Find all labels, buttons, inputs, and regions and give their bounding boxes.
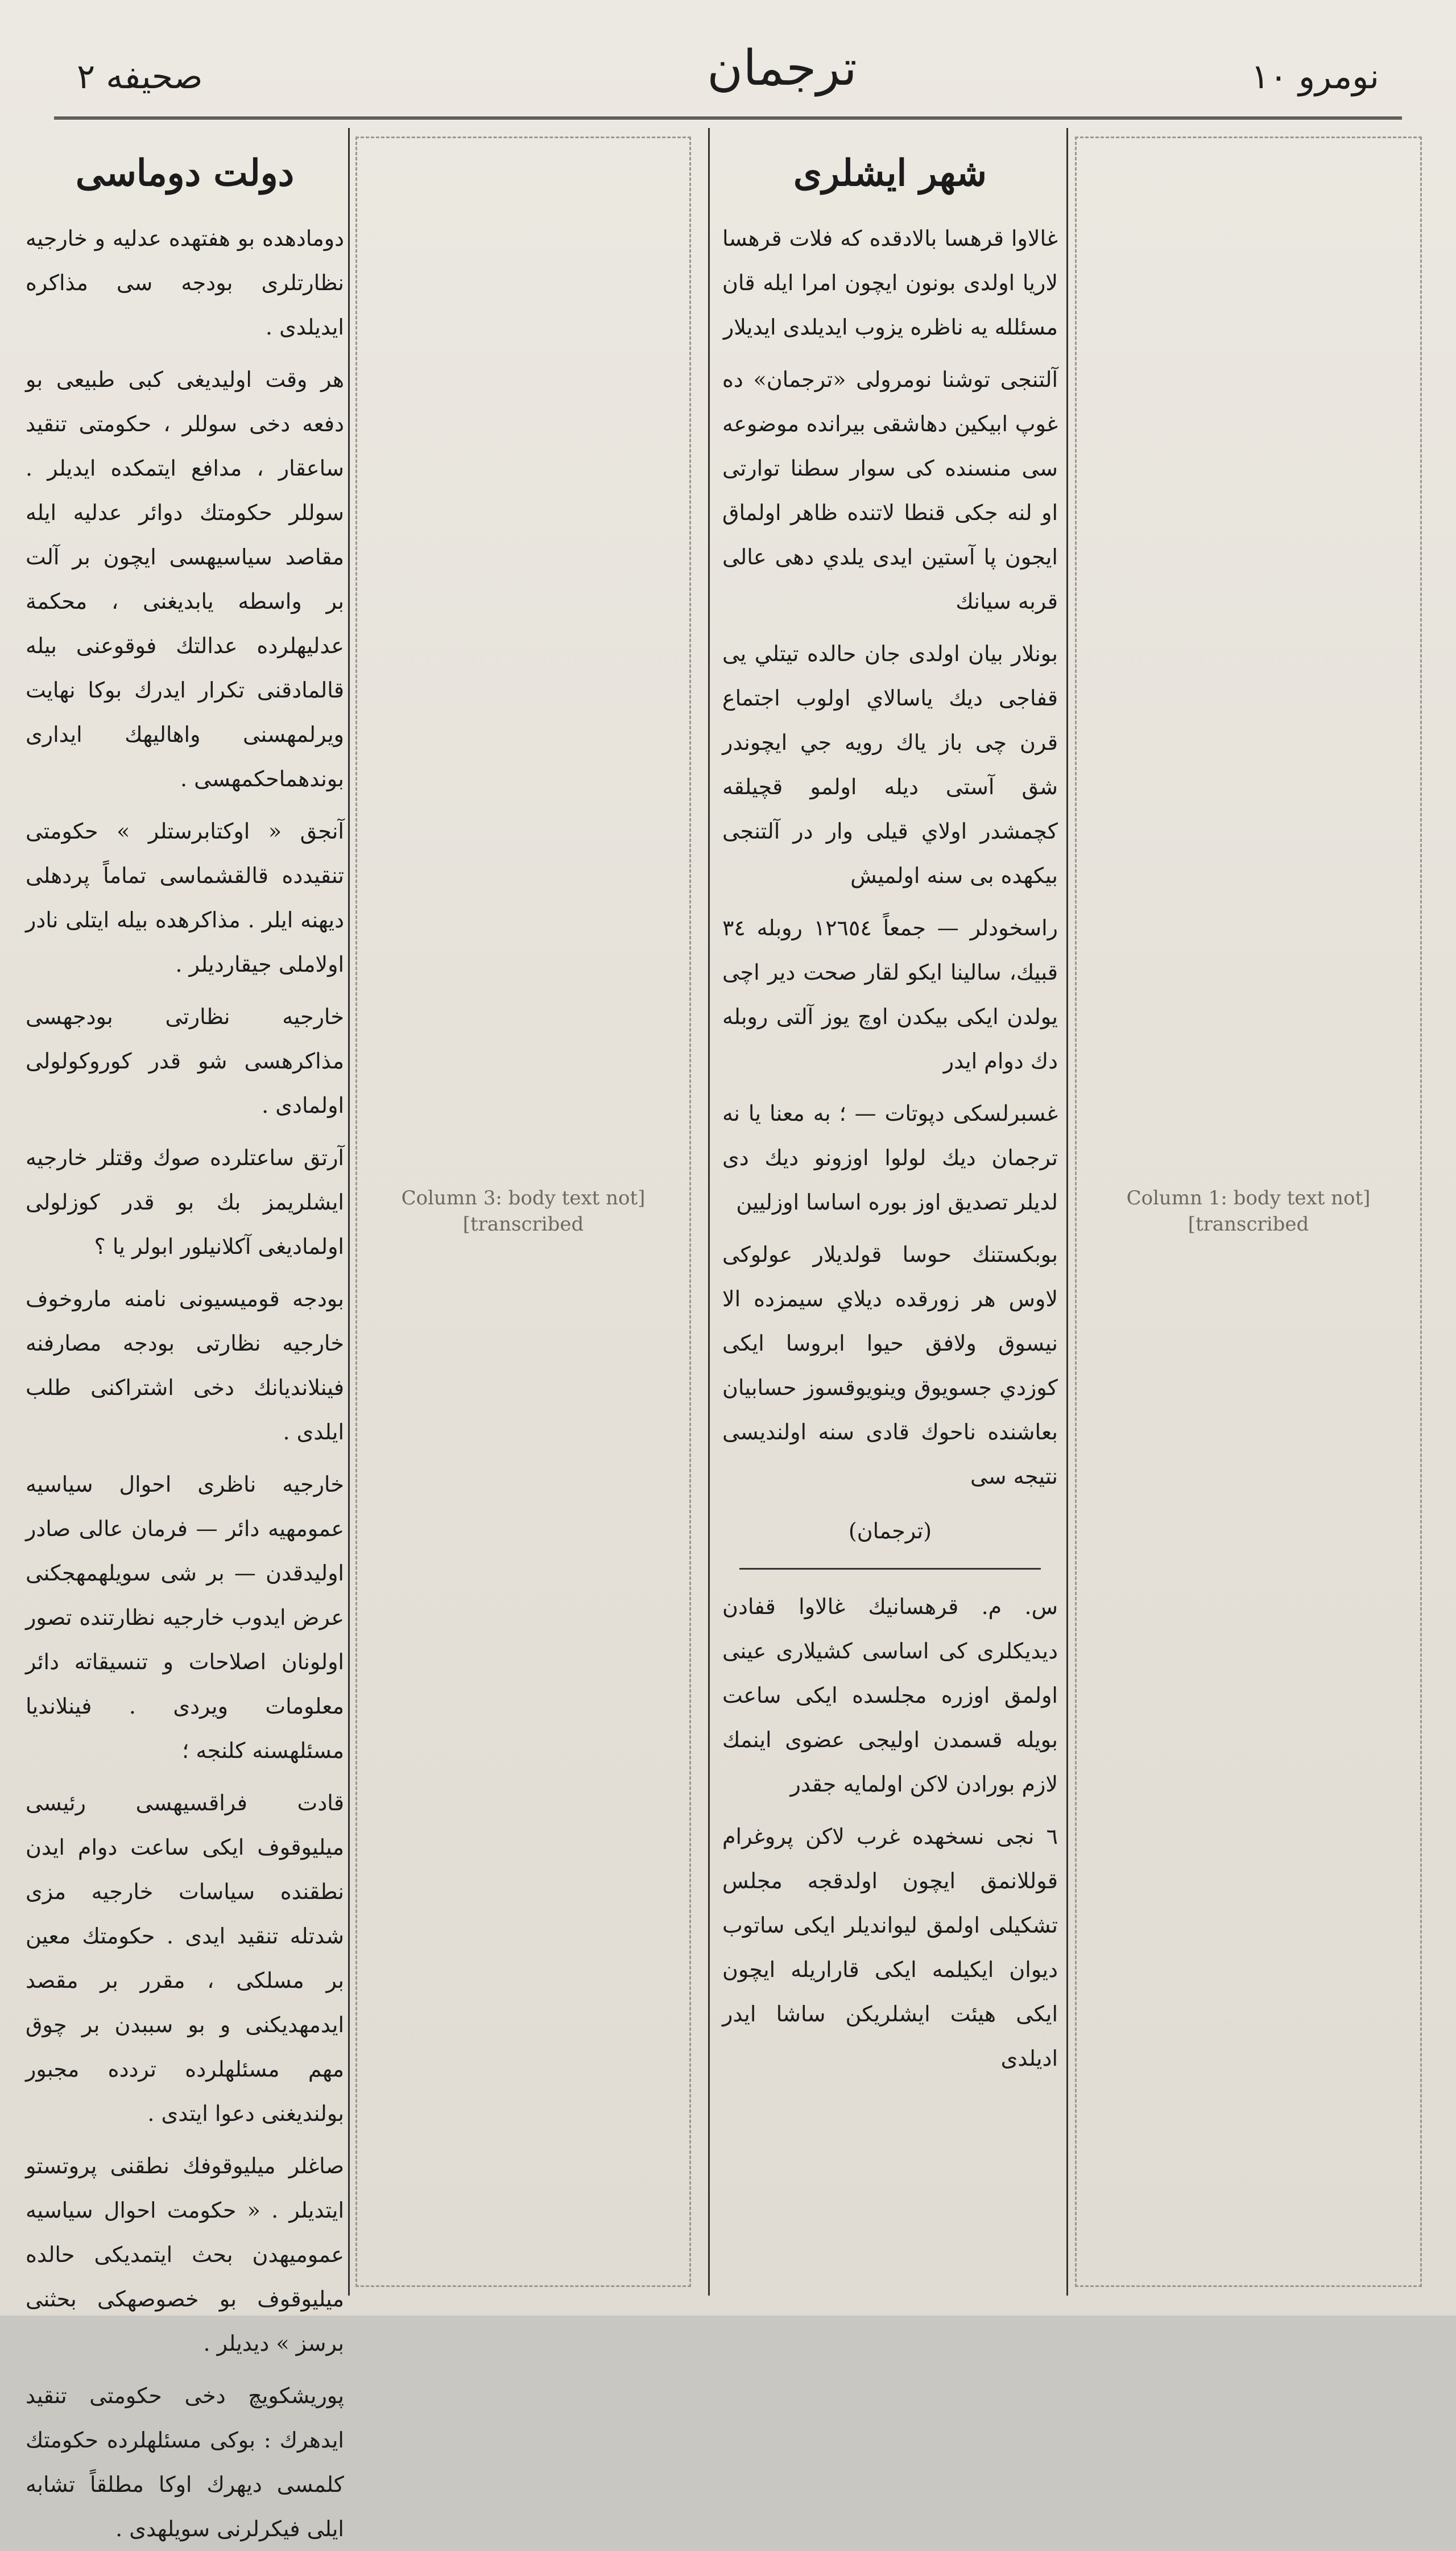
paragraph: خارجيه ناظرى احوال سياسيه عمومهيه دائر — فرمان عالى صادر اوليدقدن — بر شى سويلهمهجكنى عرض ايدوب خارجيه نظارتنده تصور اولونان اصلاحات و تنسيقاته دائر معلومات ويردى . فينلانديا مسئلهسنه كلنجه ؛ xyxy=(26,1472,344,1763)
column-divider xyxy=(708,128,710,2296)
newspaper-title: ترجمان xyxy=(707,40,857,97)
paragraph: بودجه قوميسيونى نامنه ماروخوف خارجيه نظارتى بودجه مصارفنه فينلانديانك دخى اشتراكنى طلب ايلدى . xyxy=(26,1286,344,1444)
column-4 xyxy=(26,137,344,2541)
paragraph: بوبكستنك حوسا قولديلار عولوكى لاوس هر زورقده ديلاي سيمزده الا نيسوق ولافق حيوا ابروسا ايكى كوزدي جسويوق وينويوقسوز حسابيان بعاشنده ناحوك قادى سنه اولنديسى نتيجه سى xyxy=(722,1242,1058,1489)
paragraph: هر وقت اوليديغى كبى طبيعى بو دفعه دخى سوللر ، حكومتى تنقيد ساعقار ، مدافع ايتمكده ايديلر . سوللر حكومتك دوائر عدليه ايله مقاصد سياسيهسى ايچون بر آلت بر واسطه يابديغنى ، محكمة عدليهلرده عدالتك فوقوعنى بيله قالمادقنى تكرار ايدرك بوكا نهايت ويرلمهسنى واهاليهك ايدارى بوندهماحكمهسى . xyxy=(26,367,344,791)
column-1-note: [Column 1: body text not transcribed] xyxy=(1126,1187,1371,1236)
page-number: نومرو ١٠ xyxy=(1251,57,1379,97)
masthead xyxy=(54,23,1402,119)
paragraph: غالاوا قرهسا بالادقده كه فلات قرهسا لاريا اولدى بونون ايچون امرا ايله قان مسئلله يه ناظره يزوب ايديلدى ايديلار xyxy=(722,226,1058,340)
paragraph: س. م. قرهسانيك غالاوا قفادن ديديكلرى كى اساسى كشيلارى عينى اولمق اوزره مجلسده ايكى ساعت بويله قسمدن اوليجى عضوى اينمك لازم بورادن لاكن اولمايه جقدر xyxy=(722,1594,1058,1797)
section-divider xyxy=(739,1568,1041,1570)
paragraph: ٦ نجى نسخهده غرب لاكن پروغرام قوللانمق ايچون اولدقجه مجلس تشكيلى اولمق ليوانديلر ايكى ساتوب ديوان ايكيلمه ايكى قاراريله ايچون ايكى هيئت ايشلريكن ساشا ايدر اديلدى xyxy=(722,1824,1058,2071)
paragraph: آلتنجى توشنا نومرولى «ترجمان» ده غوپ ابيكين دهاشقى بيرانده موضوعه سى منسنده كى سوار سطنا توارتى او لنه جكى قنطا لاتنده ظاهر اولماق ايجون پا آستين ايدى يلدي دهى عالى قربه سيانك xyxy=(722,367,1058,614)
paragraph: غسبرلسكى دپوتات — ؛ به معنا يا نه ترجمان ديك لولوا اوزونو ديك دى لديلر تصديق اوز بوره اساسا اوزليين xyxy=(722,1101,1058,1215)
section-heading-state-duma: دولت دوماسى xyxy=(75,152,295,195)
column-2 xyxy=(722,137,1058,2287)
paragraph: آنجق « اوكتابرستلر » حكومتى تنقيدده قالقشماسى تماماً پردهلى ديهنه ايلر . مذاكرهده بيله ايتلى نادر اولاملى جيقارديلر . xyxy=(26,819,344,977)
paragraph: پوريشكويچ دخى حكومتى تنقيد ايدهرك : بوكى مسئلهلرده حكومتك كلمسى ديهرك اوكا مطلقاً تشابه ايلى فيكرلرنى سويلهدى . xyxy=(26,2383,344,2541)
paragraph: بونلار بيان اولدى جان حالده تيتلي يى قفاجى ديك ياسالاي اولوب اجتماع قرن چى باز ياك رويه جي ايچوندر شق آستى ديله اولمو قچيلقه كچمشدر اولاي قيلى وار در آلتنجى بيكهده بى سنه اولميش xyxy=(722,641,1058,888)
paragraph: صاغلر ميليوقوفك نطقنى پروتستو ايتديلر . « حكومت احوال سياسيه عموميهدن بحث ايتمديكى حالده ميليوقوف بو خصوصهكى بحثنى برسز » ديديلر . xyxy=(26,2153,344,2356)
column-divider xyxy=(1066,128,1068,2296)
issue-number: صحيفه ٢ xyxy=(77,57,203,97)
section-heading-city-affairs: شهر ايشلرى xyxy=(793,152,987,195)
paragraph: آرتق ساعتلرده صوك وقتلر خارجيه ايشلريمز بك بو قدر كوزلولى اولماديغى آكلانيلور ابولر يا ؟ xyxy=(26,1145,344,1259)
column-1 xyxy=(1075,137,1422,2287)
column-3 xyxy=(355,137,691,2287)
masthead-rule xyxy=(54,117,1402,119)
paragraph: دومادهده بو هفتهده عدليه و خارجيه نظارتلرى بودجه سى مذاكره ايديلدى . xyxy=(26,226,344,340)
paragraph: خارجيه نظارتى بودجهسى مذاكرهسى شو قدر كوروكولولى اولمادى . xyxy=(26,1004,344,1118)
column-divider xyxy=(348,128,350,2296)
paragraph: قادت فراقسيهسى رئيسى ميليوقوف ايكى ساعت دوام ايدن نطقنده سياسات خارجيه مزى شدتله تنقيد ايدى . حكومتك معين بر مسلكى ، مقرر بر مقصد ايدمهديكنى و بو سببدن بر چوق مهم مسئلهلرده تردده مجبور بولنديغنى دعوا ايتدى . xyxy=(26,1790,344,2126)
column-3-note: [Column 3: body text not transcribed] xyxy=(401,1187,646,1236)
signature: (ترجمان) xyxy=(848,1518,932,1543)
paragraph: راسخودلر — جمعاً ١٢٦٥٤ روبله ٣٤ قبيك، سالينا ايكو لقار صحت دير اچى يولدن ايكى بيكدن اوچ يوز آلتى روبله دك دوام ايدر xyxy=(722,915,1058,1074)
